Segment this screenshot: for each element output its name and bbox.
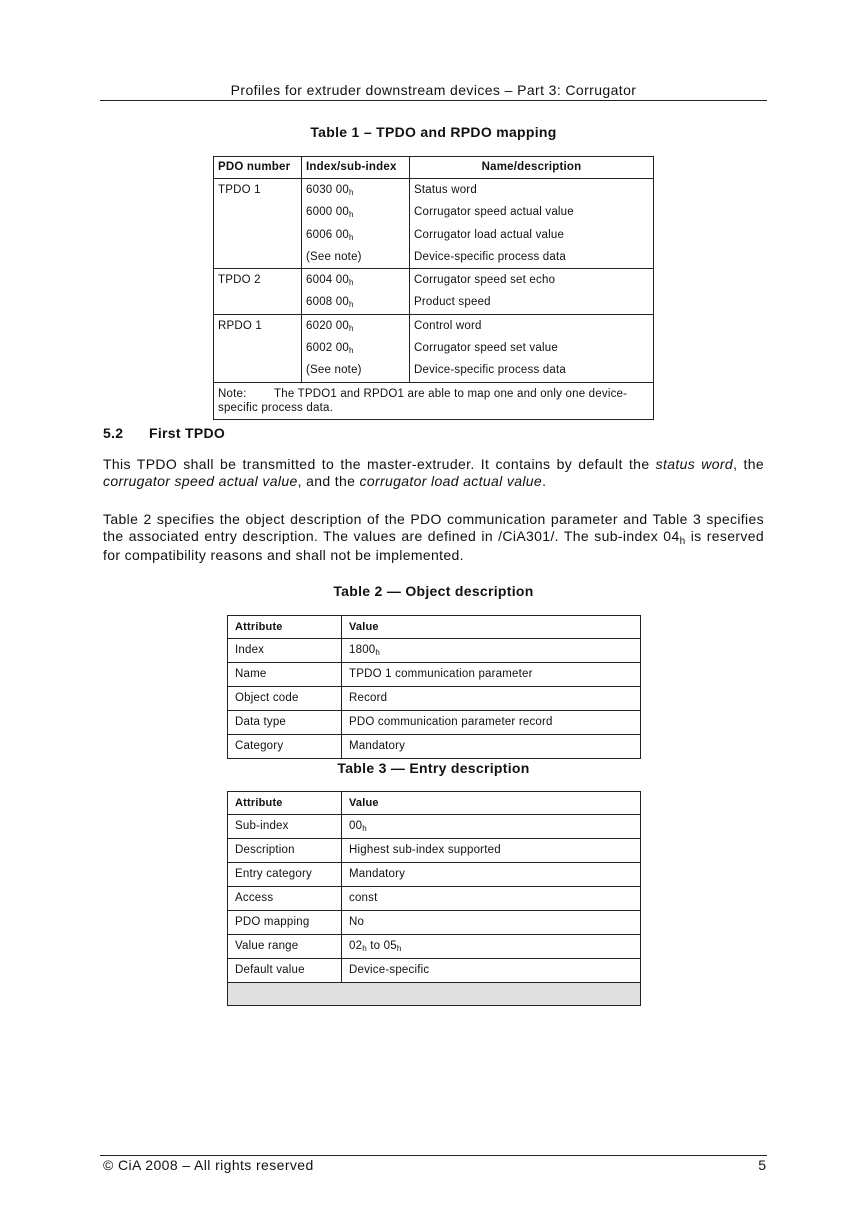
table-row xyxy=(228,911,641,935)
table-row xyxy=(228,959,641,983)
value-cell: Record xyxy=(342,687,641,711)
table-row xyxy=(228,815,641,839)
table-row xyxy=(228,711,641,735)
table3-entry-description xyxy=(227,791,641,1006)
table1-name-cell xyxy=(410,269,654,315)
attribute-cell: Entry category xyxy=(228,863,342,887)
value-cell: const xyxy=(342,887,641,911)
value-cell: 1800h xyxy=(342,639,641,663)
footer-copyright: © CiA 2008 – All rights reserved xyxy=(103,1157,314,1173)
index-value: (See note) xyxy=(306,364,362,377)
name-description: Corrugator speed actual value xyxy=(414,206,574,219)
table1-group-row xyxy=(214,179,654,269)
table1-pdo-cell xyxy=(214,179,302,269)
footer-page-number: 5 xyxy=(758,1157,766,1173)
table-row xyxy=(228,687,641,711)
table1-index-cell xyxy=(302,314,410,382)
footer-divider xyxy=(100,1155,767,1156)
table-row xyxy=(228,887,641,911)
value-cell: Highest sub-index supported xyxy=(342,839,641,863)
index-value: (See note) xyxy=(306,250,362,263)
value-cell: Mandatory xyxy=(342,863,641,887)
table1-pdo-cell xyxy=(214,269,302,315)
attribute-cell: Index xyxy=(228,639,342,663)
section-title: First TPDO xyxy=(149,425,226,441)
name-description: Control word xyxy=(414,319,482,332)
table2-header-row xyxy=(228,616,641,639)
table1-note-row xyxy=(214,382,654,419)
table-row xyxy=(228,663,641,687)
index-value: 6000 00h xyxy=(306,206,354,220)
index-value: 6002 00h xyxy=(306,342,354,356)
name-description: Corrugator speed set echo xyxy=(414,274,556,287)
value-cell: 00h xyxy=(342,815,641,839)
table1-pdo-mapping xyxy=(213,156,654,420)
index-value: 6020 00h xyxy=(306,319,354,333)
table3-header-attribute: Attribute xyxy=(228,792,342,815)
value-cell: Device-specific xyxy=(342,959,641,983)
note-text: The TPDO1 and RPDO1 are able to map one and only one device-specific process data. xyxy=(218,387,628,414)
note-label: Note: xyxy=(218,387,247,400)
name-description: Product speed xyxy=(414,296,491,309)
table1-index-cell xyxy=(302,269,410,315)
name-description: Device-specific process data xyxy=(414,364,566,377)
table-row xyxy=(228,863,641,887)
table2-header-value: Value xyxy=(342,616,641,639)
index-value: 6006 00h xyxy=(306,228,354,242)
empty-cell xyxy=(228,983,641,1006)
paragraph-table-description: Table 2 specifies the object description of the PDO communication parameter and Table 3 specifies the associated entry description. The values are defined in /CiA301/. The sub-index $04_h$ is reserved for compatibility reasons and shall not be implemented. xyxy=(103,511,764,563)
table1-caption: Table 1 – TPDO and RPDO mapping xyxy=(310,124,557,140)
table3-header-row xyxy=(228,792,641,815)
paragraph-first-tpdo: This TPDO shall be transmitted to the master-extruder. It contains by default the status word, the corrugator speed actual value, and the corrugator load actual value. xyxy=(103,456,765,489)
table1-header-pdo: PDO number xyxy=(214,157,302,179)
index-value: 6030 00h xyxy=(306,184,354,197)
page-header-title: Profiles for extruder downstream devices – Part 3: Corrugator xyxy=(230,82,637,98)
table3-empty-shaded-row xyxy=(228,983,641,1006)
pdo-number: TPDO 2 xyxy=(218,274,261,287)
table-row xyxy=(228,839,641,863)
section-heading xyxy=(103,425,225,441)
index-value: 6008 00h xyxy=(306,296,354,310)
table1-note xyxy=(214,382,654,419)
pdo-number: RPDO 1 xyxy=(218,319,263,332)
attribute-cell: Data type xyxy=(228,711,342,735)
header-divider xyxy=(100,100,767,101)
attribute-cell: Description xyxy=(228,839,342,863)
name-description: Corrugator load actual value xyxy=(414,228,565,241)
attribute-cell: Access xyxy=(228,887,342,911)
attribute-cell: Sub-index xyxy=(228,815,342,839)
table1-name-cell xyxy=(410,314,654,382)
table2-caption: Table 2 — Object description xyxy=(333,583,534,599)
table-row xyxy=(228,639,641,663)
attribute-cell: Name xyxy=(228,663,342,687)
table1-index-cell xyxy=(302,179,410,269)
table3-caption: Table 3 — Entry description xyxy=(337,760,530,776)
section-number: 5.2 xyxy=(103,425,124,441)
table1-header-row xyxy=(214,157,654,179)
attribute-cell: Category xyxy=(228,735,342,759)
index-value: 6004 00h xyxy=(306,274,354,288)
table1-group-row xyxy=(214,269,654,315)
name-description: Corrugator speed set value xyxy=(414,342,558,355)
attribute-cell: Object code xyxy=(228,687,342,711)
table1-pdo-cell xyxy=(214,314,302,382)
value-cell: 02h to 05h xyxy=(342,935,641,959)
value-cell: Mandatory xyxy=(342,735,641,759)
table1-group-row xyxy=(214,314,654,382)
table1-name-cell xyxy=(410,179,654,269)
table1-header-name: Name/description xyxy=(410,157,654,179)
value-cell: TPDO 1 communication parameter xyxy=(342,663,641,687)
table2-header-attribute: Attribute xyxy=(228,616,342,639)
table3-header-value: Value xyxy=(342,792,641,815)
name-description: Device-specific process data xyxy=(414,250,566,263)
name-description: Status word xyxy=(414,184,477,196)
table-row xyxy=(228,935,641,959)
value-cell: No xyxy=(342,911,641,935)
attribute-cell: Value range xyxy=(228,935,342,959)
table1-header-index: Index/sub-index xyxy=(302,157,410,179)
table-row xyxy=(228,735,641,759)
attribute-cell: Default value xyxy=(228,959,342,983)
value-cell: PDO communication parameter record xyxy=(342,711,641,735)
table2-object-description xyxy=(227,615,641,759)
attribute-cell: PDO mapping xyxy=(228,911,342,935)
pdo-number: TPDO 1 xyxy=(218,184,261,196)
